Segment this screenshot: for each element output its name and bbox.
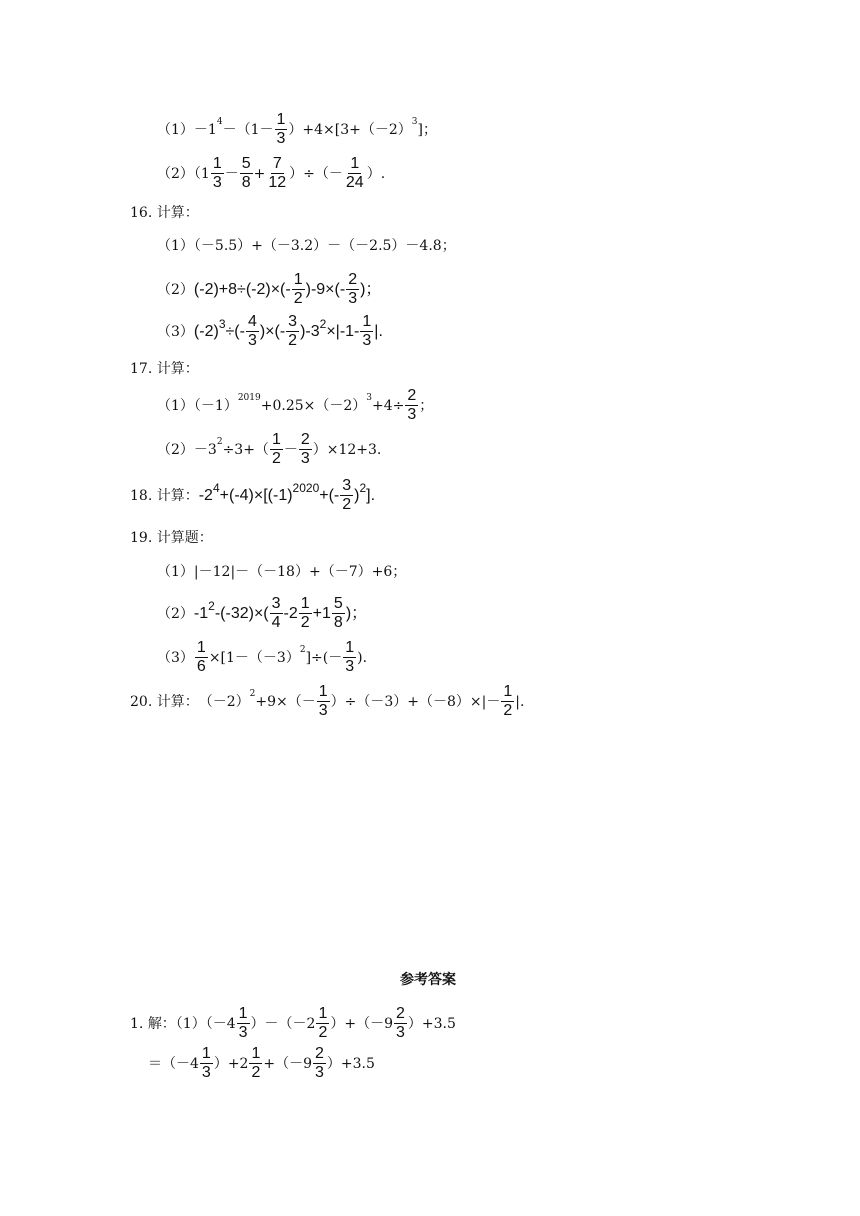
fraction — [332, 596, 345, 631]
expr: ＝（－4 — [148, 1055, 199, 1072]
denominator: 3 — [201, 1064, 211, 1081]
problem-19-2 — [157, 596, 367, 631]
numerator: 4 — [247, 313, 257, 330]
answer-1-step — [148, 1046, 375, 1081]
numerator: 3 — [342, 477, 352, 494]
exponent: 3 — [411, 117, 418, 127]
expr: ）+3.5 — [326, 1055, 375, 1072]
expr: ）+4×[3+（－2） — [288, 121, 412, 138]
denominator: 3 — [348, 290, 358, 307]
expr: （－2） — [198, 693, 250, 710]
numerator: 1 — [276, 111, 286, 128]
denominator: 3 — [238, 1024, 248, 1041]
expr: (-2)+8÷(-2)×(- — [193, 280, 291, 298]
fraction — [360, 314, 373, 349]
numerator: 2 — [315, 1045, 324, 1062]
numerator: 2 — [407, 387, 417, 404]
problem-title: 计算： — [156, 205, 199, 221]
expr: ]÷(－ — [305, 649, 343, 666]
expr: ）－（－2 — [250, 1015, 316, 1032]
numerator: 2 — [300, 431, 310, 448]
denominator: 2 — [251, 1064, 261, 1081]
problem-19-3 — [157, 640, 367, 675]
denominator: 3 — [362, 332, 372, 349]
exponent: 2 — [249, 689, 256, 699]
expr: －（1－ — [222, 121, 274, 138]
numerator: 7 — [272, 155, 282, 172]
denominator: 3 — [345, 658, 355, 675]
expr: ）÷（－3）+（－8）×|－ — [330, 693, 501, 710]
expr: )； — [345, 604, 368, 622]
expr: ) — [354, 486, 360, 504]
expr: （2）－3 — [157, 441, 217, 458]
problem-16-3 — [157, 314, 383, 349]
numerator: 1 — [238, 1005, 248, 1022]
fraction — [313, 1046, 326, 1081]
problem-16-heading — [130, 206, 199, 220]
expr: ×[1－（－3） — [208, 649, 300, 666]
fraction — [249, 1046, 262, 1081]
answer-1 — [130, 1006, 456, 1041]
exponent: 2 — [319, 316, 327, 331]
problem-number: 17. — [130, 361, 153, 377]
numerator: 1 — [318, 683, 328, 700]
exponent: 2 — [208, 598, 215, 613]
expr: -(-32)×( — [214, 604, 269, 622]
denominator: 3 — [212, 174, 222, 191]
problem-number: 16. — [130, 205, 153, 221]
expr: （2）（1 — [157, 165, 210, 182]
problem-17-heading — [130, 362, 199, 376]
expr: ). — [357, 649, 368, 666]
problem-18 — [130, 478, 375, 513]
fraction — [405, 388, 418, 423]
numerator: 3 — [271, 595, 281, 612]
fraction — [394, 1006, 407, 1041]
expr: )-9×(- — [305, 280, 346, 298]
expr: +1 — [312, 604, 331, 622]
denominator: 3 — [300, 450, 310, 467]
problem-title: 计算： — [156, 487, 199, 504]
expr: ×|-1- — [326, 322, 360, 340]
fraction — [266, 156, 288, 191]
fraction — [270, 432, 283, 467]
item-label: （3） — [157, 323, 194, 340]
denominator: 8 — [241, 174, 251, 191]
fraction — [316, 1006, 329, 1041]
expr: +4÷ — [372, 397, 405, 414]
expr: +(- — [319, 486, 340, 504]
fraction — [195, 640, 208, 675]
expr: +（－9 — [263, 1055, 313, 1072]
exponent: 2 — [216, 437, 223, 447]
item-label: （3） — [157, 649, 194, 666]
problem-16-1 — [157, 239, 456, 253]
fraction — [299, 596, 312, 631]
fraction — [270, 596, 283, 631]
denominator: 2 — [288, 332, 298, 349]
denominator: 3 — [276, 130, 286, 147]
numerator: 1 — [201, 1045, 211, 1062]
numerator: 1 — [293, 271, 303, 288]
exponent: 2019 — [237, 393, 261, 403]
exponent: 3 — [366, 393, 373, 403]
expr: )×(- — [259, 322, 286, 340]
denominator: 2 — [318, 1024, 328, 1041]
expr: (-2) — [193, 322, 219, 340]
expr: （1）（－1） — [157, 397, 238, 414]
expr: （1）（－5.5）+（－3.2）－（－2.5）－4.8； — [157, 238, 456, 254]
item-label: （1） — [157, 121, 194, 138]
fraction — [237, 1006, 250, 1041]
numerator: 1 — [350, 155, 360, 172]
denominator: 2 — [503, 702, 513, 719]
fraction — [246, 314, 259, 349]
denominator: 3 — [315, 1064, 324, 1081]
expr: ）÷（－ — [289, 165, 343, 182]
item-label: （2） — [157, 605, 194, 622]
problem-number: 18. — [130, 487, 153, 504]
numerator: 2 — [348, 271, 358, 288]
numerator: 5 — [333, 595, 343, 612]
expr: + — [253, 165, 266, 182]
denominator: 3 — [247, 332, 257, 349]
denominator: 2 — [300, 614, 310, 631]
fraction — [317, 684, 330, 719]
problem-number: 1. — [130, 1015, 144, 1032]
numerator: 2 — [396, 1005, 405, 1022]
expr: ）. — [366, 165, 386, 182]
exponent: 3 — [218, 316, 226, 331]
problem-15-2 — [157, 156, 385, 191]
fraction — [275, 112, 288, 147]
denominator: 8 — [333, 614, 343, 631]
problem-title: 计算： — [156, 693, 199, 710]
expr: ]. — [366, 486, 376, 504]
expr: ； — [419, 397, 434, 414]
expr: 解：（1）（－4 — [147, 1015, 236, 1032]
numerator: 1 — [503, 683, 513, 700]
problem-16-2 — [157, 272, 381, 307]
fraction — [286, 314, 299, 349]
expr: ]； — [417, 121, 437, 138]
expr: +(-4)×[(-1) — [219, 486, 293, 504]
numerator: 1 — [318, 1005, 328, 1022]
expr: |. — [515, 693, 525, 710]
denominator: 12 — [268, 174, 287, 191]
denominator: 3 — [396, 1024, 405, 1041]
denominator: 3 — [318, 702, 328, 719]
problem-15-1 — [157, 112, 437, 147]
fraction — [240, 156, 253, 191]
problem-number: 20. — [130, 693, 153, 710]
problem-title: 计算： — [156, 361, 199, 377]
expr: －1 — [193, 121, 217, 138]
problem-19-1 — [157, 565, 406, 579]
denominator: 24 — [345, 174, 364, 191]
expr: ）+（－9 — [330, 1015, 394, 1032]
denominator: 6 — [196, 658, 206, 675]
numerator: 3 — [288, 313, 298, 330]
fraction — [340, 478, 353, 513]
expr: ）+2 — [213, 1055, 249, 1072]
numerator: 1 — [362, 313, 372, 330]
denominator: 2 — [293, 290, 303, 307]
expr: ）×12+3. — [312, 441, 382, 458]
denominator: 2 — [271, 450, 281, 467]
numerator: 1 — [212, 155, 222, 172]
exponent: 4 — [212, 480, 220, 495]
fraction — [346, 272, 359, 307]
fraction — [343, 640, 356, 675]
problem-20 — [130, 684, 524, 719]
numerator: 1 — [271, 431, 281, 448]
item-label: （2） — [157, 281, 194, 298]
expr: － — [224, 165, 239, 182]
numerator: 1 — [251, 1045, 261, 1062]
expr: +0.25×（－2） — [260, 397, 367, 414]
exponent: 2 — [299, 645, 306, 655]
numerator: 1 — [300, 595, 310, 612]
expr: )； — [360, 280, 382, 298]
fraction — [292, 272, 305, 307]
numerator: 1 — [345, 639, 355, 656]
expr: ÷3+（ — [222, 441, 269, 458]
problem-17-1 — [157, 388, 433, 423]
fraction — [501, 684, 514, 719]
numerator: 1 — [196, 639, 206, 656]
exponent: 4 — [216, 117, 223, 127]
expr: |. — [374, 322, 383, 340]
expr: )-3 — [300, 322, 320, 340]
problem-title: 计算题： — [156, 530, 213, 546]
problem-17-2 — [157, 432, 381, 467]
expr: ÷(- — [225, 322, 245, 340]
problem-19-heading — [130, 531, 213, 545]
expr: -2 — [283, 604, 298, 622]
exponent: 2020 — [292, 480, 320, 495]
denominator: 3 — [407, 406, 417, 423]
fraction — [344, 156, 366, 191]
expr: （1）|－12|－（－18）+（－7）+6； — [157, 564, 407, 580]
fraction — [200, 1046, 213, 1081]
fraction — [299, 432, 312, 467]
denominator: 4 — [271, 614, 281, 631]
expr: － — [283, 441, 298, 458]
denominator: 2 — [342, 496, 352, 513]
fraction — [211, 156, 224, 191]
expr: ）+3.5 — [407, 1015, 456, 1032]
problem-number: 19. — [130, 530, 153, 546]
numerator: 5 — [241, 155, 251, 172]
expr: +9×（－ — [255, 693, 316, 710]
answers-heading: 参考答案 — [400, 972, 456, 988]
exponent: 2 — [359, 480, 367, 495]
expr: -2 — [198, 486, 213, 504]
expr: -1 — [193, 604, 209, 622]
